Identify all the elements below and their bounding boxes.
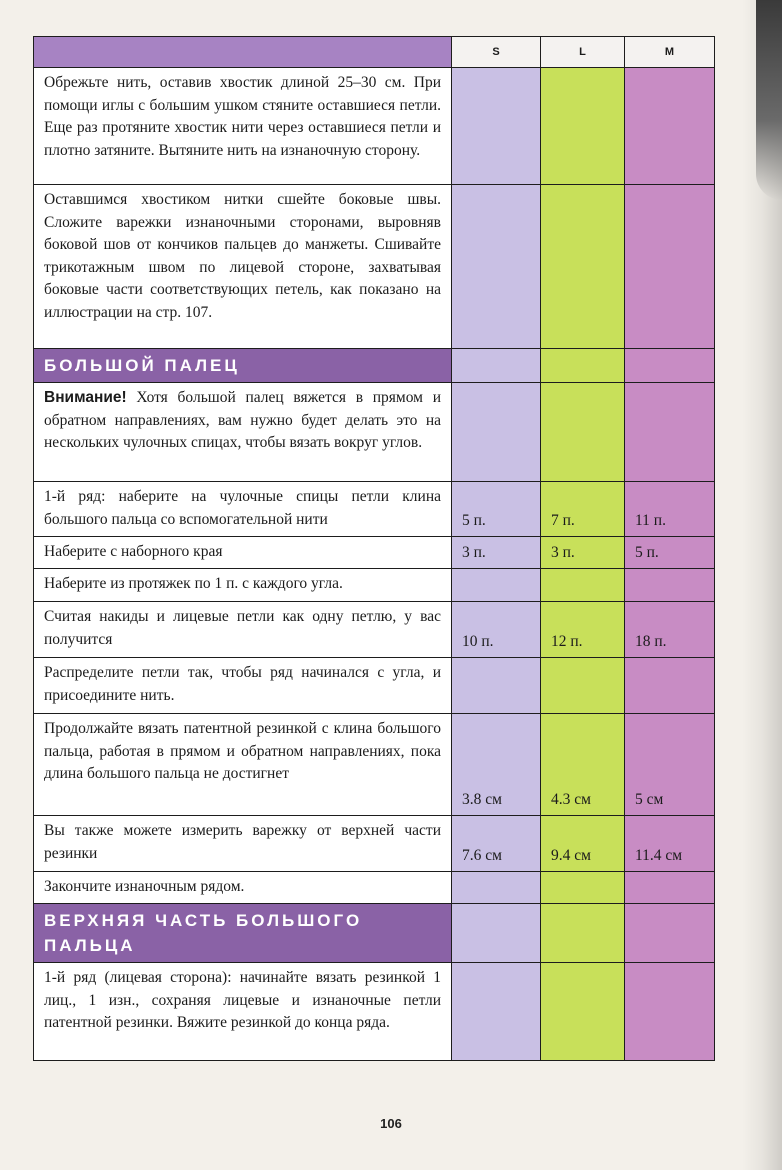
row-value-m: 11 п.	[625, 482, 715, 537]
row-value-s	[452, 68, 541, 185]
row-value-s: 3 п.	[452, 537, 541, 569]
row-value-s: 5 п.	[452, 482, 541, 537]
table-row	[34, 569, 715, 602]
row-value-s: 3.8 см	[452, 714, 541, 816]
section-title-thumb-top: ВЕРХНЯЯ ЧАСТЬ БОЛЬШОГО ПАЛЬЦА	[34, 904, 452, 963]
section-cell-m	[625, 349, 715, 383]
section-header-row	[34, 349, 715, 383]
section-title-thumb: БОЛЬШОЙ ПАЛЕЦ	[34, 349, 452, 383]
row-value-s	[452, 963, 541, 1061]
table-row	[34, 383, 715, 482]
row-value-s	[452, 872, 541, 904]
row-instruction: Продолжайте вязать патентной резинкой с клина большого пальца, работая в прямом и обратном направлениях, пока длина большого пальца не достигнет	[34, 714, 452, 816]
row-value-s: 7.6 см	[452, 816, 541, 872]
page-corner-shadow	[756, 0, 782, 200]
section-cell-s	[452, 349, 541, 383]
row-value-m	[625, 68, 715, 185]
row-instruction: Вы также можете измерить варежку от верхней части резинки	[34, 816, 452, 872]
table-header-row	[34, 37, 715, 68]
section-cell-m	[625, 904, 715, 963]
table-row	[34, 714, 715, 816]
row-value-m	[625, 872, 715, 904]
row-value-l	[541, 68, 625, 185]
row-value-l	[541, 383, 625, 482]
row-value-m: 18 п.	[625, 602, 715, 658]
table-row	[34, 872, 715, 904]
table-row	[34, 537, 715, 569]
row-instruction: 1-й ряд: наберите на чулочные спицы петли клина большого пальца со вспомогательной нити	[34, 482, 452, 537]
row-value-l: 3 п.	[541, 537, 625, 569]
row-value-m: 5 см	[625, 714, 715, 816]
row-value-m: 11.4 см	[625, 816, 715, 872]
row-value-l: 9.4 см	[541, 816, 625, 872]
row-value-m	[625, 383, 715, 482]
row-value-l	[541, 872, 625, 904]
table-row	[34, 185, 715, 349]
row-instruction: Оставшимся хвостиком нитки сшейте боковые швы. Сложите варежки изнаночными сторонами, выровняв боковой шов от кончиков пальцев до манжеты. Сшивайте трикотажным швом по лицевой стороне, захватывая боковые части соответствующих петель, как показано на иллюстрации на стр. 107.	[34, 185, 452, 349]
row-value-s	[452, 658, 541, 714]
row-value-m: 5 п.	[625, 537, 715, 569]
pattern-table	[33, 36, 715, 1061]
table-row	[34, 658, 715, 714]
row-value-l	[541, 963, 625, 1061]
header-size-m: M	[625, 37, 715, 68]
table-row	[34, 816, 715, 872]
section-cell-s	[452, 904, 541, 963]
table-row	[34, 68, 715, 185]
page-number: 106	[380, 1116, 402, 1131]
row-instruction: Считая накиды и лицевые петли как одну петлю, у вас получится	[34, 602, 452, 658]
header-size-s: S	[452, 37, 541, 68]
header-size-l: L	[541, 37, 625, 68]
section-header-row	[34, 904, 715, 963]
row-instruction: Наберите из протяжек по 1 п. с каждого угла.	[34, 569, 452, 602]
row-value-l	[541, 658, 625, 714]
table-row	[34, 482, 715, 537]
table-row	[34, 963, 715, 1061]
row-instruction: 1-й ряд (лицевая сторона): начинайте вязать резинкой 1 лиц., 1 изн., сохраняя лицевые и изнаночные петли патентной резинки. Вяжите резинкой до конца ряда.	[34, 963, 452, 1061]
row-value-m	[625, 963, 715, 1061]
row-value-l: 4.3 см	[541, 714, 625, 816]
header-blank-cell	[34, 37, 452, 68]
row-value-l	[541, 569, 625, 602]
row-value-s	[452, 569, 541, 602]
attention-label: Внимание!	[44, 389, 127, 406]
table-row	[34, 602, 715, 658]
row-value-s: 10 п.	[452, 602, 541, 658]
row-value-l	[541, 185, 625, 349]
row-value-s	[452, 383, 541, 482]
row-value-l: 12 п.	[541, 602, 625, 658]
row-instruction: Наберите с наборного края	[34, 537, 452, 569]
row-value-l: 7 п.	[541, 482, 625, 537]
section-cell-l	[541, 349, 625, 383]
row-value-m	[625, 569, 715, 602]
row-value-m	[625, 185, 715, 349]
row-instruction: Распределите петли так, чтобы ряд начинался с угла, и присоедините нить.	[34, 658, 452, 714]
row-instruction: Закончите изнаночным рядом.	[34, 872, 452, 904]
row-instruction: Обрежьте нить, оставив хвостик длиной 25–30 см. При помощи иглы с большим ушком стяните оставшиеся петли. Еще раз протяните хвостик нити через оставшиеся петли и плотно затяните. Вытяните нить на изнаночную сторону.	[34, 68, 452, 185]
attention-text: Хотя большой палец вяжется в прямом и обратном направлениях, вам нужно будет делать это на нескольких чулочных спицах, чтобы вязать вокруг углов.	[44, 389, 441, 451]
row-instruction	[34, 383, 452, 482]
row-value-s	[452, 185, 541, 349]
section-cell-l	[541, 904, 625, 963]
row-value-m	[625, 658, 715, 714]
